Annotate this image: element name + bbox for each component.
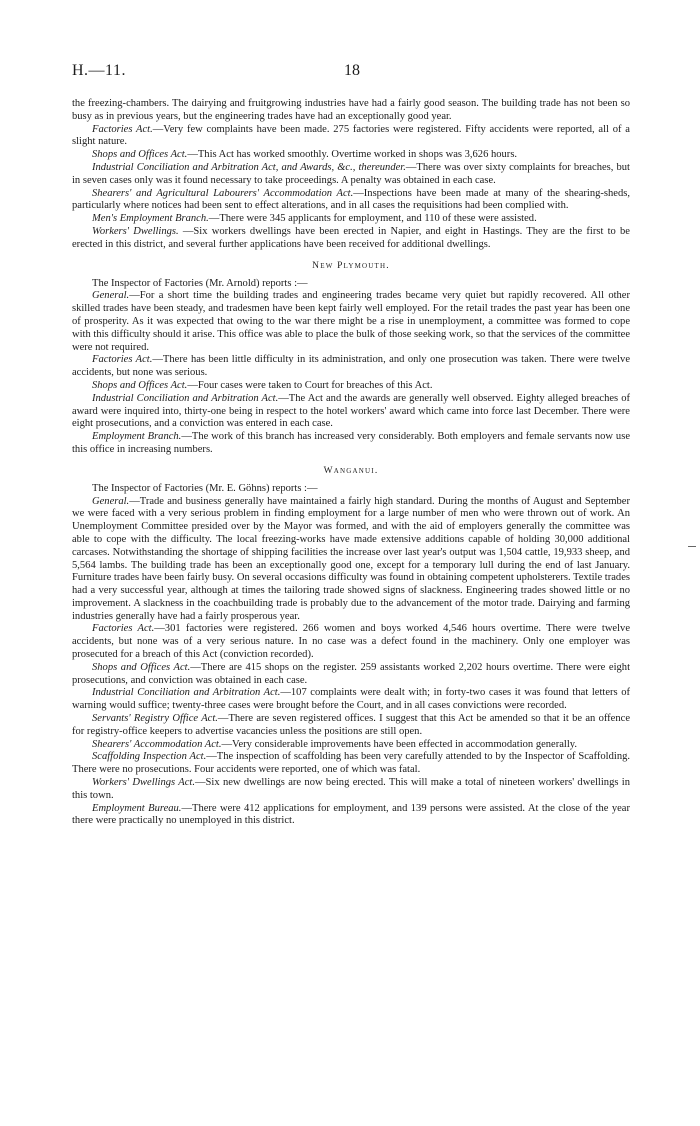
wanganui-section <box>72 483 630 829</box>
paragraph: Industrial Conciliation and Arbitration Act.—The Act and the awards are generally well observed. Eighty alleged breaches of award were inquired into, thirty-one being in respect to the hotel workers' award which came into force last December. There were eight prosecutions, and a conviction was entered in each case. <box>72 392 630 430</box>
paragraph: Servants' Registry Office Act.—There are seven registered offices. I suggest that this Act be amended so that it be an offence for registry-office keepers to advertise vacancies unless the positions are still open. <box>72 713 631 737</box>
paragraph: Shops and Offices Act.—There are 415 shops on the register. 259 assistants worked 2,202 hours overtime. There were eight prosecutions, and conviction was obtained in each case. <box>72 661 631 686</box>
paragraph: Industrial Conciliation and Arbitration Act.—107 complaints were dealt with; in forty-two cases it was found that letters of warning would suffice; twenty-three cases were brought before the Court, and in all cases convictions were recorded. <box>72 687 631 712</box>
paragraph: The Inspector of Factories (Mr. Arnold) reports :— <box>92 277 308 289</box>
paragraph: Factories Act.—Very few complaints have been made. 275 factories were registered. Fifty accidents were reported, all of a slight nature. <box>72 123 630 148</box>
paragraph: Scaffolding Inspection Act.—The inspection of scaffolding has been very carefully attended to by the Inspector of Scaffolding. There were no prosecutions. Four accidents were reported, one of which was fatal. <box>72 751 631 776</box>
paragraph: Shearers' Accommodation Act.—Very considerable improvements have been effected in accommodation generally. <box>92 738 578 750</box>
paragraph: Factories Act.—There has been little difficulty in its administration, and only one prosecution was taken. There were twelve accidents, but none was serious. <box>72 354 630 379</box>
paragraph: Shops and Offices Act.—This Act has worked smoothly. Overtime worked in shops was 3,626 hours. <box>92 149 518 161</box>
hawkes-bay-continued <box>72 98 630 252</box>
page-number: 18 <box>344 62 360 79</box>
document-page <box>72 62 630 828</box>
paragraph: the freezing-chambers. The dairying and fruitgrowing industries have had a fairly good season. The building trade has not been so busy as in previous years, but the engineering trades have had an exceptionally good year. <box>72 98 630 122</box>
section-heading-wanganui: Wanganui. <box>323 465 379 476</box>
section-heading-new-plymouth: New Plymouth. <box>312 260 390 271</box>
document-reference: H.—11. <box>72 62 126 79</box>
paragraph: General.—Trade and business generally have maintained a fairly high standard. During the months of August and September we were faced with a very serious problem in finding employment for a large number of men who were thrown out of work. An Unemployment Committee presided over by the Mayor was formed, and with the aid of employers generally the committee was able to cope with the difficulty. The local freezing-works have made extensive additions capable of holding 30,000 additional carcases. Notwithstanding the shortage of shipping facilities the increase over last year's output was 1,504 cattle, 19,933 sheep, and 5,564 lambs. The building trade has been an exceptionally good one, except for a temporary lull during the end of last January. Furniture trades have been fairly busy. On several occasions difficulty was found in obtaining competent upholsterers. Textile trades had a very successful year, although at times the tailoring trade showed signs of slackness. Engineering trades showed little or no improvement. A slackness in the coachbuilding trade is probably due to the advancement of the motor trade. Dairying and farming industries generally have had a fairly prosperous year. <box>72 495 630 622</box>
page-header <box>72 62 630 84</box>
paragraph: Employment Branch.—The work of this branch has increased very considerably. Both employers and female servants now use this office in increasing numbers. <box>72 431 630 455</box>
paragraph: Shearers' and Agricultural Labourers' Accommodation Act.—Inspections have been made at many of the shearing-sheds, particularly where notices had been sent to effect alterations, and in all cases the requisitions had been complied with. <box>72 187 630 212</box>
paragraph: Workers' Dwellings Act.—Six new dwellings are now being erected. This will make a total of nineteen workers' dwellings in this town. <box>72 777 630 801</box>
paragraph: Shops and Offices Act.—Four cases were taken to Court for breaches of this Act. <box>92 379 433 391</box>
paragraph: Industrial Conciliation and Arbitration Act, and Awards, &c., thereunder.—There was over sixty complaints for breaches, but in seven cases only was it found necessary to take proceedings. A penalty was obtained in each case. <box>72 161 630 186</box>
paragraph: Factories Act.—301 factories were registered. 266 women and boys worked 4,546 hours overtime. There were twelve accidents, but none was of a very serious nature. In no case was a defect found in the machinery. Only one employer was prosecuted for a breach of this Act (conviction recorded). <box>72 623 630 661</box>
new-plymouth-section <box>72 278 630 457</box>
margin-mark <box>688 546 696 547</box>
paragraph: Men's Employment Branch.—There were 345 applicants for employment, and 110 of these were assisted. <box>92 213 537 225</box>
paragraph: General.—For a short time the building trades and engineering trades became very quiet but rapidly recovered. All other skilled trades have been steady, and tradesmen have been kept fairly well employed. For the retail trades the past year has been one of prosperity. As it was expected that owing to the war there might be a rise in unemployment, a committee was formed to cope with this difficulty should it arise. This office was able to place the bulk of those seeking work, so that the services of the committee were not required. <box>72 290 630 353</box>
paragraph: The Inspector of Factories (Mr. E. Göhns) reports :— <box>92 482 318 494</box>
paragraph: Employment Bureau.—There were 412 applications for employment, and 139 persons were assisted. At the close of the year there were practically no unemployed in this district. <box>72 802 630 827</box>
paragraph: Workers' Dwellings. —Six workers dwellings have been erected in Napier, and eight in Hastings. They are the first to be erected in this district, and several further applications have been received for additional dwellings. <box>72 225 630 250</box>
